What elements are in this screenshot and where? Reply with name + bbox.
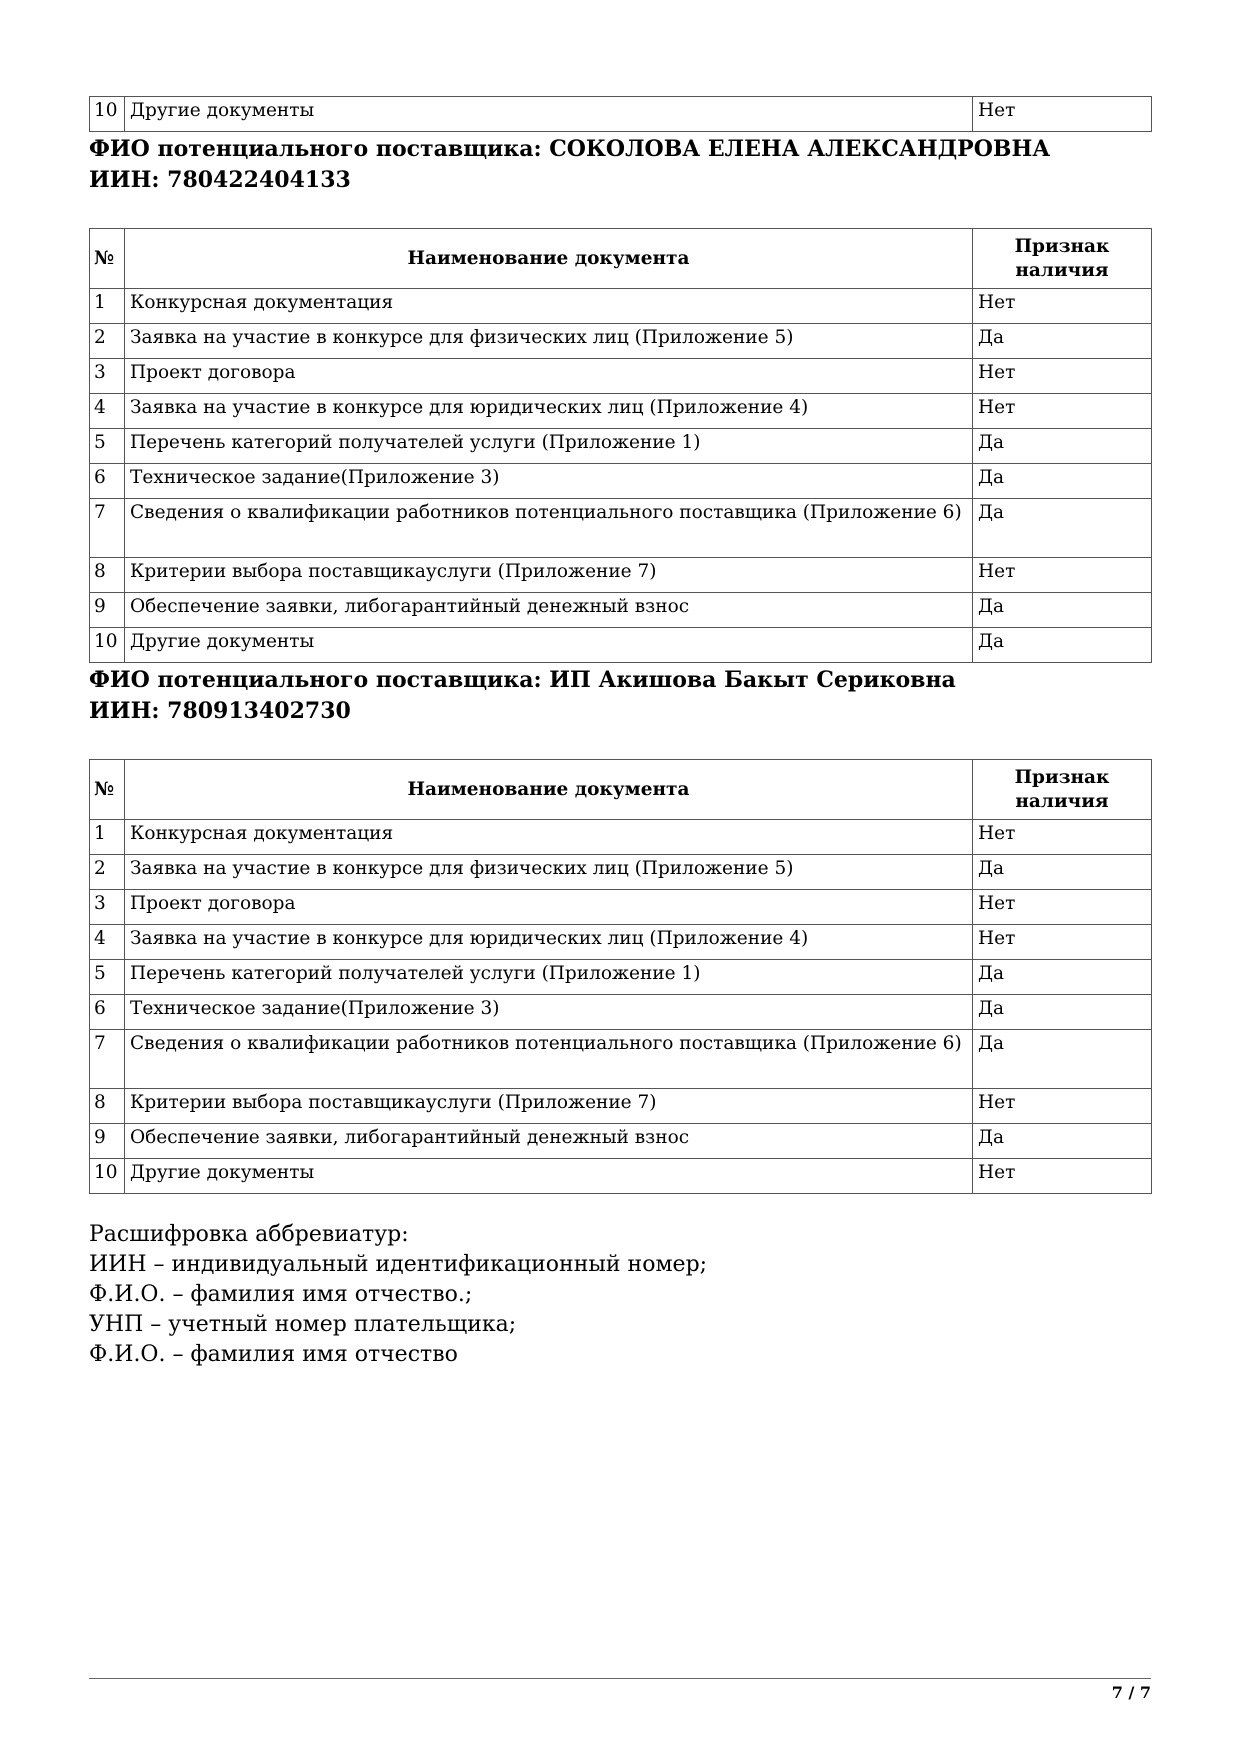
abbreviations-title: Расшифровка аббревиатур: [89, 1222, 409, 1247]
presence-flag: Да [973, 324, 1152, 359]
document-name: Заявка на участие в конкурсе для физических лиц (Приложение 5) [125, 324, 973, 359]
presence-flag: Нет [973, 1089, 1152, 1124]
table-row [90, 1159, 1152, 1194]
table-row [90, 394, 1152, 429]
table-row [90, 628, 1152, 663]
row-number: 10 [90, 1159, 125, 1194]
presence-flag: Да [973, 855, 1152, 890]
row-number: 2 [90, 324, 125, 359]
row-number: 8 [90, 558, 125, 593]
table-row [90, 359, 1152, 394]
table-row [90, 890, 1152, 925]
table-row [90, 499, 1152, 558]
row-number: 3 [90, 359, 125, 394]
presence-flag: Нет [973, 394, 1152, 429]
document-page [89, 96, 1151, 1370]
table-row [90, 97, 1152, 132]
supplier-header-1 [89, 134, 1151, 196]
page-number: 7 / 7 [1111, 1683, 1151, 1702]
table-row [90, 1030, 1152, 1089]
table-row [90, 960, 1152, 995]
table-row [90, 820, 1152, 855]
table-row [90, 324, 1152, 359]
supplier-header-2 [89, 665, 1151, 727]
row-number: 7 [90, 499, 125, 558]
column-header-number: № [90, 229, 125, 289]
row-number: 5 [90, 429, 125, 464]
row-number: 7 [90, 1030, 125, 1089]
table-row [90, 558, 1152, 593]
document-name: Другие документы [125, 1159, 973, 1194]
row-number: 10 [90, 628, 125, 663]
row-number: 9 [90, 1124, 125, 1159]
row-number: 10 [90, 97, 125, 132]
table-header-row [90, 760, 1152, 820]
row-number: 3 [90, 890, 125, 925]
row-number: 1 [90, 820, 125, 855]
table-row [90, 429, 1152, 464]
abbreviation-line: Ф.И.О. – фамилия имя отчество [89, 1342, 458, 1367]
document-name: Другие документы [125, 97, 973, 132]
document-name: Конкурсная документация [125, 820, 973, 855]
supplier-iin: ИИН: 780422404133 [89, 167, 351, 193]
document-name: Заявка на участие в конкурсе для юридических лиц (Приложение 4) [125, 925, 973, 960]
presence-flag: Да [973, 628, 1152, 663]
document-name: Другие документы [125, 628, 973, 663]
supplier-fio: ФИО потенциального поставщика: СОКОЛОВА ЕЛЕНА АЛЕКСАНДРОВНА [89, 136, 1051, 162]
document-name: Сведения о квалификации работников потенциального поставщика (Приложение 6) [125, 1030, 973, 1089]
presence-flag: Да [973, 995, 1152, 1030]
document-name: Обеспечение заявки, либогарантийный денежный взнос [125, 593, 973, 628]
document-name: Конкурсная документация [125, 289, 973, 324]
presence-flag: Нет [973, 925, 1152, 960]
continuation-table [89, 96, 1152, 132]
document-name: Проект договора [125, 890, 973, 925]
column-header-document-name: Наименование документа [125, 760, 973, 820]
presence-flag: Нет [973, 289, 1152, 324]
document-name: Критерии выбора поставщикауслуги (Приложение 7) [125, 558, 973, 593]
document-name: Заявка на участие в конкурсе для физических лиц (Приложение 5) [125, 855, 973, 890]
footer-divider [89, 1678, 1151, 1679]
table-row [90, 464, 1152, 499]
document-name: Критерии выбора поставщикауслуги (Приложение 7) [125, 1089, 973, 1124]
document-name: Перечень категорий получателей услуги (Приложение 1) [125, 960, 973, 995]
abbreviation-line: Ф.И.О. – фамилия имя отчество.; [89, 1282, 473, 1307]
row-number: 9 [90, 593, 125, 628]
presence-flag: Да [973, 593, 1152, 628]
column-header-document-name: Наименование документа [125, 229, 973, 289]
abbreviation-line: УНП – учетный номер плательщика; [89, 1312, 517, 1337]
row-number: 2 [90, 855, 125, 890]
document-name: Техническое задание(Приложение 3) [125, 995, 973, 1030]
supplier-fio: ФИО потенциального поставщика: ИП Акишова Бакыт Сериковна [89, 667, 956, 693]
document-name: Техническое задание(Приложение 3) [125, 464, 973, 499]
table-header-row [90, 229, 1152, 289]
table-row [90, 1124, 1152, 1159]
table-row [90, 289, 1152, 324]
row-number: 1 [90, 289, 125, 324]
presence-flag: Нет [973, 359, 1152, 394]
presence-flag: Нет [973, 1159, 1152, 1194]
presence-flag: Да [973, 960, 1152, 995]
document-name: Обеспечение заявки, либогарантийный денежный взнос [125, 1124, 973, 1159]
presence-flag: Да [973, 499, 1152, 558]
document-name: Заявка на участие в конкурсе для юридических лиц (Приложение 4) [125, 394, 973, 429]
supplier-iin: ИИН: 780913402730 [89, 698, 351, 724]
column-header-number: № [90, 760, 125, 820]
row-number: 6 [90, 995, 125, 1030]
table-row [90, 995, 1152, 1030]
column-header-presence: Признак наличия [973, 229, 1152, 289]
column-header-presence: Признак наличия [973, 760, 1152, 820]
abbreviations-section [89, 1220, 1151, 1370]
presence-flag: Нет [973, 820, 1152, 855]
table-row [90, 1089, 1152, 1124]
presence-flag: Да [973, 429, 1152, 464]
presence-flag: Нет [973, 97, 1152, 132]
row-number: 4 [90, 925, 125, 960]
presence-flag: Да [973, 1030, 1152, 1089]
presence-flag: Нет [973, 558, 1152, 593]
presence-flag: Нет [973, 890, 1152, 925]
document-name: Сведения о квалификации работников потенциального поставщика (Приложение 6) [125, 499, 973, 558]
document-name: Проект договора [125, 359, 973, 394]
presence-flag: Да [973, 464, 1152, 499]
table-row [90, 925, 1152, 960]
table-row [90, 855, 1152, 890]
document-name: Перечень категорий получателей услуги (Приложение 1) [125, 429, 973, 464]
documents-table-1 [89, 228, 1152, 663]
row-number: 8 [90, 1089, 125, 1124]
documents-table-2 [89, 759, 1152, 1194]
row-number: 4 [90, 394, 125, 429]
row-number: 6 [90, 464, 125, 499]
presence-flag: Да [973, 1124, 1152, 1159]
abbreviation-line: ИИН – индивидуальный идентификационный номер; [89, 1252, 708, 1277]
row-number: 5 [90, 960, 125, 995]
table-row [90, 593, 1152, 628]
